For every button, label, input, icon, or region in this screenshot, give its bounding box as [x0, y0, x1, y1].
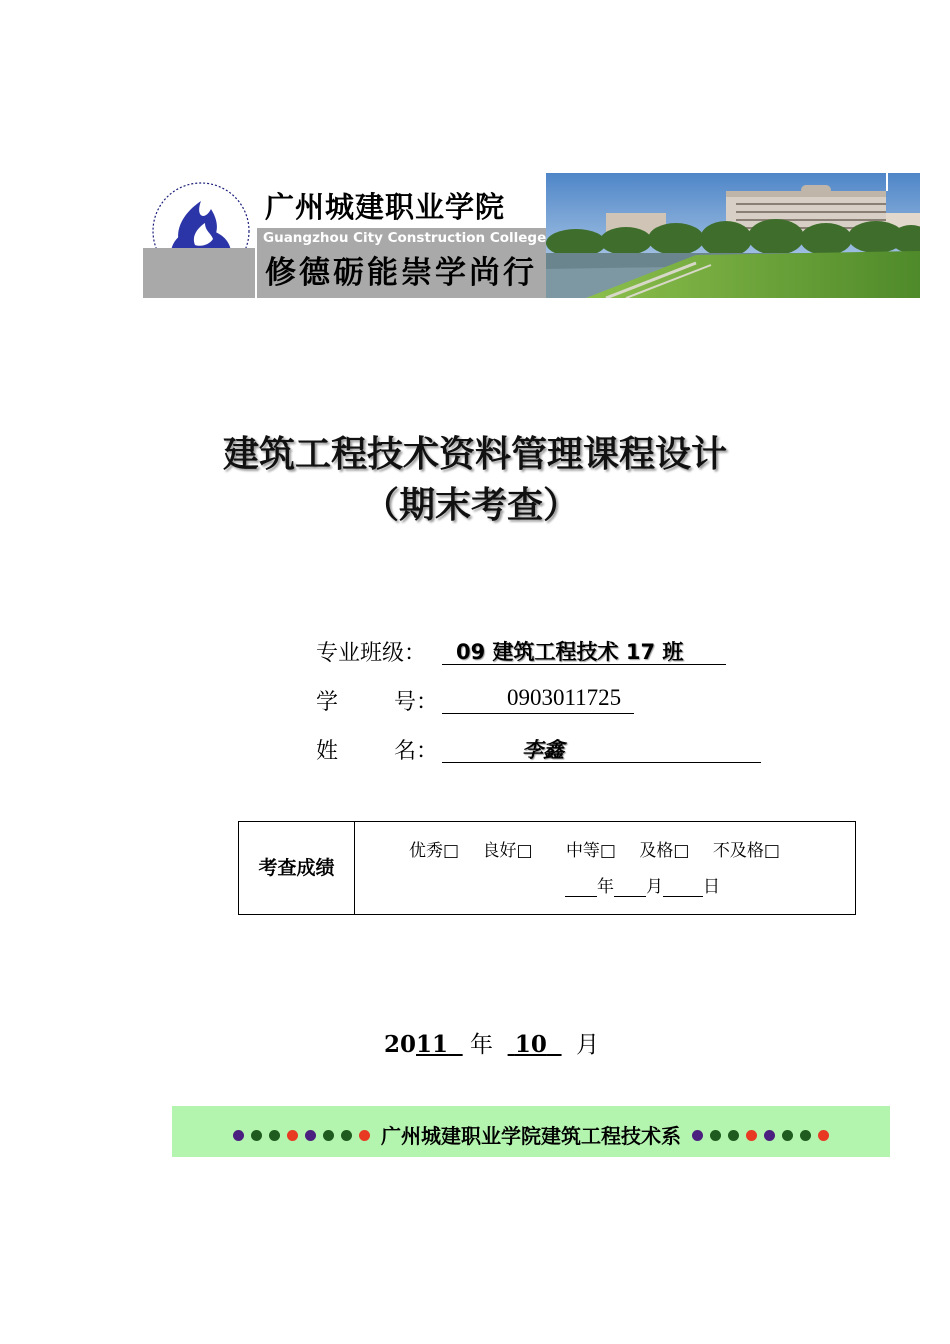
- student-name-label-1: 姓: [316, 739, 339, 764]
- date-year-char: 年: [469, 1032, 493, 1058]
- purple-dot-icon: [764, 1130, 775, 1141]
- college-banner: [143, 173, 920, 298]
- campus-photo: [546, 173, 920, 298]
- logo-grey-strip: [143, 248, 255, 298]
- student-name-row: [316, 734, 564, 764]
- green-dot-icon: [341, 1130, 352, 1141]
- green-dot-icon: [269, 1130, 280, 1141]
- grade-year-blank[interactable]: [565, 878, 597, 897]
- student-name-value: 李鑫: [522, 738, 564, 762]
- date-month: 10: [514, 1031, 547, 1058]
- grade-option-excellent[interactable]: 优秀□: [409, 841, 460, 861]
- college-motto: 修德砺能崇学尚行: [257, 248, 547, 298]
- student-id-row: [316, 685, 622, 715]
- grade-option-fail[interactable]: 不及格□: [712, 841, 780, 861]
- student-id-value: 0903011725: [507, 685, 622, 710]
- purple-dot-icon: [233, 1130, 244, 1141]
- grade-option-good[interactable]: 良好□: [482, 841, 533, 861]
- department-name: 广州城建职业学院建筑工程技术系: [381, 1123, 681, 1148]
- green-dot-icon: [251, 1130, 262, 1141]
- date-year-suffix: 11: [416, 1031, 449, 1058]
- document-title: 建筑工程技术资料管理课程设计: [222, 434, 727, 475]
- student-id-label-2: 号：: [394, 690, 439, 715]
- grade-month-blank[interactable]: [614, 878, 646, 897]
- footer-content: [172, 1106, 890, 1157]
- grade-year-char: 年: [597, 877, 614, 897]
- college-brand: [255, 173, 547, 298]
- grade-date: [565, 872, 720, 897]
- green-dot-icon: [710, 1130, 721, 1141]
- red-dot-icon: [359, 1130, 370, 1141]
- college-name-en: Guangzhou City Construction College: [257, 228, 547, 248]
- green-dot-icon: [728, 1130, 739, 1141]
- grade-option-medium[interactable]: 中等□: [565, 841, 616, 861]
- grade-table: [238, 821, 856, 915]
- grade-options: [409, 836, 798, 861]
- grade-day-char: 日: [703, 877, 720, 897]
- red-dot-icon: [287, 1130, 298, 1141]
- date-year-prefix: 20: [384, 1031, 417, 1058]
- green-dot-icon: [800, 1130, 811, 1141]
- document-date: [384, 1026, 599, 1059]
- green-dot-icon: [782, 1130, 793, 1141]
- date-month-char: 月: [576, 1032, 600, 1058]
- student-name-field: [442, 734, 761, 763]
- class-label: 专业班级：: [316, 641, 427, 666]
- grade-label: 考查成绩: [239, 822, 355, 914]
- grade-day-blank[interactable]: [663, 878, 703, 897]
- student-name-label-2: 名：: [394, 739, 439, 764]
- red-dot-icon: [746, 1130, 757, 1141]
- green-dot-icon: [323, 1130, 334, 1141]
- class-value: 09 建筑工程技术 17 班: [456, 640, 684, 664]
- student-id-field: [442, 685, 634, 714]
- purple-dot-icon: [305, 1130, 316, 1141]
- college-name-cn: 广州城建职业学院: [265, 190, 506, 224]
- red-dot-icon: [818, 1130, 829, 1141]
- grade-month-char: 月: [646, 877, 663, 897]
- class-value-field: [442, 636, 726, 665]
- purple-dot-icon: [692, 1130, 703, 1141]
- class-row: [316, 636, 684, 666]
- grade-option-pass[interactable]: 及格□: [639, 841, 690, 861]
- document-subtitle: （期末考查）: [362, 485, 579, 526]
- department-footer: [172, 1106, 890, 1157]
- campus-photo-image: [546, 173, 920, 298]
- student-id-label-1: 学: [316, 690, 339, 715]
